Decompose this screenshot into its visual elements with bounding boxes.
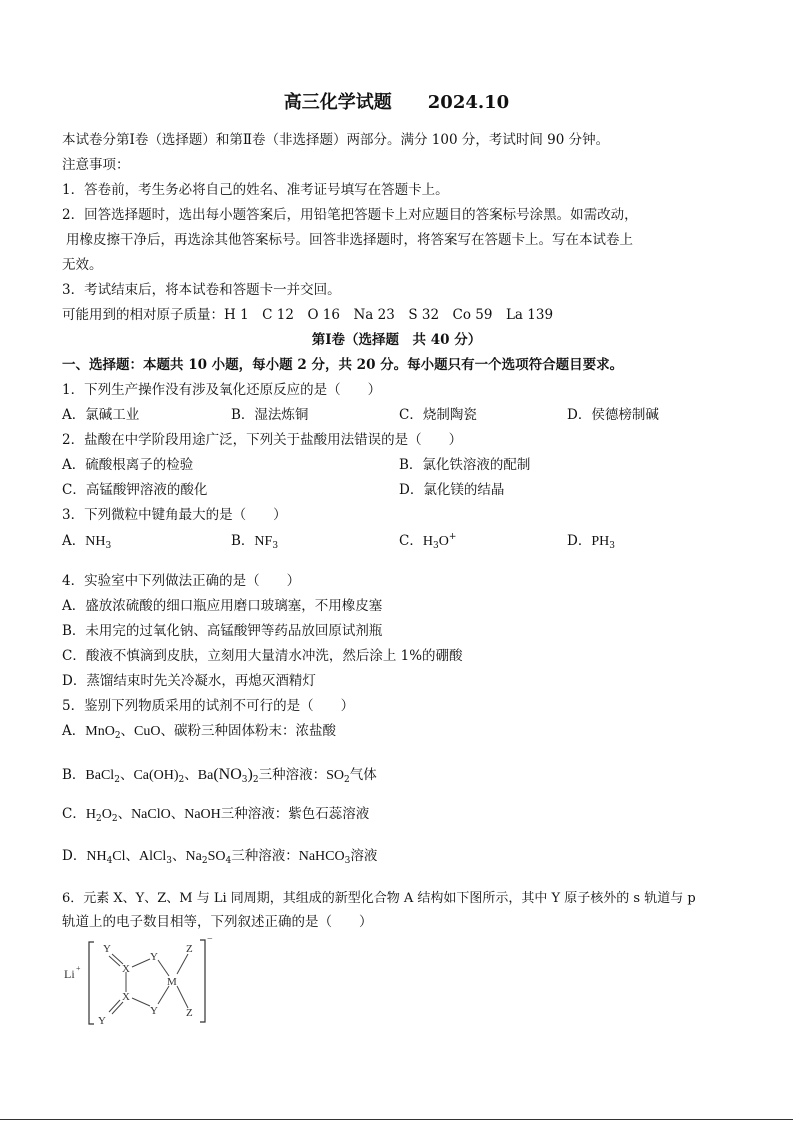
bond-x-y-bottom: [132, 998, 150, 1006]
q2-option-a: A．硫酸根离子的检验: [62, 457, 194, 473]
structure-cation: Li: [64, 967, 75, 981]
bond-y-m-bottom: [158, 986, 169, 1004]
q5-stem: 5．鉴别下列物质采用的试剂不可行的是（ ）: [62, 698, 355, 714]
bottom-rule: [0, 1119, 793, 1120]
q1-option-c: C．烧制陶瓷: [399, 407, 477, 423]
q6-stem-line-1: 6．元素 X、Y、Z、M 与 Li 同周期，其组成的新型化合物 A 结构如下图所示，其中 Y 原子核外的 s 轨道与 p: [62, 891, 696, 906]
structure-right-bracket: [200, 940, 205, 1022]
atom-m: M: [167, 976, 177, 988]
atom-x-bottom: X: [122, 991, 130, 1003]
atom-y-top-left: Y: [103, 943, 111, 955]
atom-x-top: X: [122, 963, 130, 975]
structure-anion-charge: −: [207, 934, 213, 945]
q4-option-c: C．酸液不慎滴到皮肤，立刻用大量清水冲洗，然后涂上 1%的硼酸: [62, 648, 463, 664]
atom-y-top: Y: [150, 951, 158, 963]
q4-option-d: D．蒸馏结束时先关冷凝水，再熄灭酒精灯: [62, 673, 316, 689]
q4-option-b: B．未用完的过氧化钠、高锰酸钾等药品放回原试剂瓶: [62, 623, 383, 639]
q5-option-b: B．BaCl$_2$、$Ca(OH)_2$、$Ba(NO_3)_2$三种溶液：$SO_2$气体: [62, 766, 377, 785]
q3-option-a: A．$NH_3$: [62, 533, 112, 551]
q5-option-d: D．$NH_4Cl$、AlCl$_3$、$Na_2SO_4$三种溶液：NaHCO$_3$溶液: [62, 848, 378, 866]
q3-option-b: B．$NF_3$: [231, 533, 279, 551]
q2-option-b: B．氯化铁溶液的配制: [399, 457, 531, 473]
bond-x-y-top: [132, 959, 150, 967]
page-title: [0, 88, 793, 114]
structure-cation-charge: +: [76, 964, 81, 973]
atom-z-top: Z: [186, 943, 193, 955]
q4-option-a: A．盛放浓硫酸的细口瓶应用磨口玻璃塞，不用橡皮塞: [62, 598, 383, 614]
section-title: 第Ⅰ卷（选择题 共 40 分）: [311, 332, 482, 348]
bond-y-m-top: [158, 960, 169, 976]
notice-heading: 注意事项：: [62, 157, 130, 173]
bond-y-x-top-2: [109, 956, 120, 966]
notice-item-3: 3．考试结束后，将本试卷和答题卡一并交回。: [62, 282, 341, 298]
bond-x-y-bottom-double-2: [112, 1002, 123, 1014]
title-date: 2024.10: [427, 92, 510, 113]
q1-option-a: A．氯碱工业: [62, 407, 140, 423]
q2-stem: 2．盐酸在中学阶段用途广泛，下列关于盐酸用法错误的是（ ）: [62, 432, 463, 448]
notice-item-1: 1．答卷前，考生务必将自己的姓名、准考证号填写在答题卡上。: [62, 182, 449, 198]
q1-option-b: B．湿法炼铜: [231, 407, 309, 423]
q5-option-c: C．$H_2O_2$、NaClO、NaOH三种溶液：紫色石蕊溶液: [62, 806, 370, 824]
notice-item-2-line-1: 2．回答选择题时，选出每小题答案后，用铅笔把答题卡上对应题目的答案标号涂黑。如需改动，: [62, 207, 638, 223]
notice-item-2-line-3: 无效。: [62, 257, 103, 273]
bond-x-y-bottom-double-1: [109, 1000, 120, 1012]
section-instructions: 一、选择题：本题共 10 小题，每小题 2 分，共 20 分。每小题只有一个选项符合题目要求。: [62, 357, 624, 373]
q1-stem: 1．下列生产操作没有涉及氧化还原反应的是（ ）: [62, 382, 382, 398]
atomic-masses: 可能用到的相对原子质量：H 1 C 12 O 16 Na 23 S 32 Co 59 La 139: [62, 307, 554, 323]
bond-m-z-bottom: [177, 986, 188, 1008]
q3-option-c: C．$H_3O^+$: [399, 532, 457, 551]
q4-stem: 4．实验室中下列做法正确的是（ ）: [62, 573, 301, 589]
atom-y-bottom: Y: [150, 1005, 158, 1017]
q1-option-d: D．侯德榜制碱: [567, 407, 659, 423]
q2-option-d: D．氯化镁的结晶: [399, 482, 505, 498]
q3-stem: 3．下列微粒中键角最大的是（ ）: [62, 507, 287, 523]
compound-a-structure: [62, 930, 222, 1030]
atom-z-bottom: Z: [186, 1007, 193, 1019]
q3-option-d: D．$PH_3$: [567, 533, 615, 551]
q2-option-c: C．高锰酸钾溶液的酸化: [62, 482, 208, 498]
atom-y-bottom-left: Y: [98, 1015, 106, 1027]
title-text: 高三化学试题: [283, 92, 392, 113]
structure-left-bracket: [89, 942, 94, 1024]
q5-option-a: A．MnO$_2$、CuO、碳粉三种固体粉末：浓盐酸: [62, 723, 336, 741]
bond-m-z-top: [177, 954, 188, 974]
intro-text: 本试卷分第Ⅰ卷（选择题）和第Ⅱ卷（非选择题）两部分。满分 100 分，考试时间 90 分钟。: [62, 132, 610, 148]
q6-stem-line-2: 轨道上的电子数目相等，下列叙述正确的是（ ）: [62, 914, 373, 930]
notice-item-2-line-2: 用橡皮擦干净后，再选涂其他答案标号。回答非选择题时，将答案写在答题卡上。写在本试卷上: [66, 232, 633, 248]
